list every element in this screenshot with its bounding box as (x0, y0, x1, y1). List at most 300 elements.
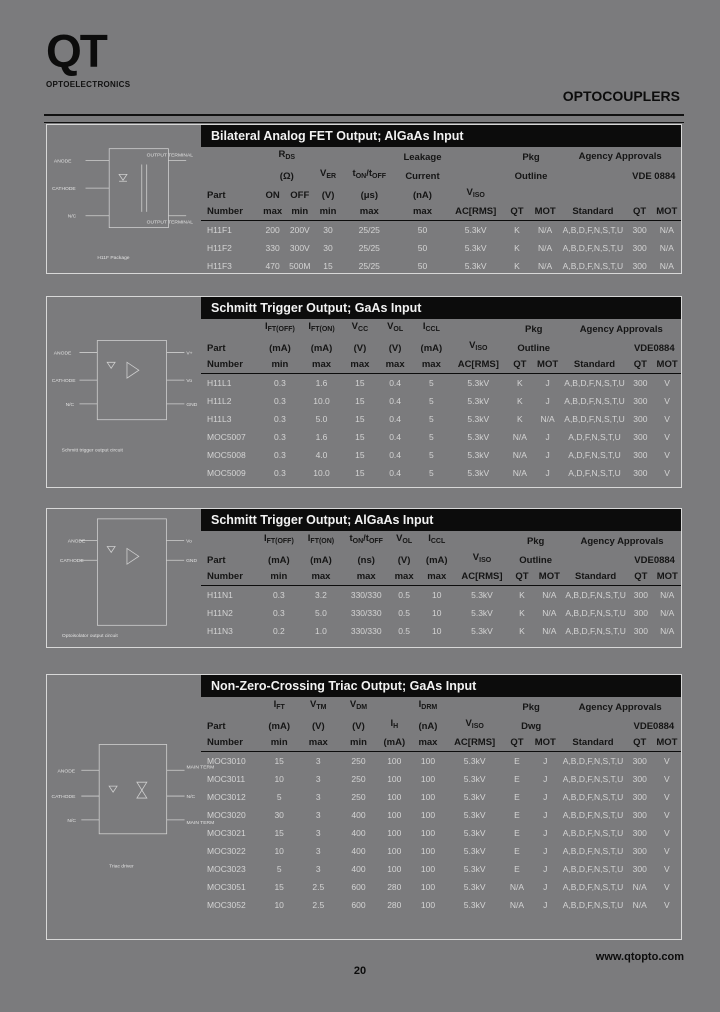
table-cell: N/A (660, 608, 675, 618)
table-cell: 300 (632, 810, 647, 820)
table-cell: 10 (431, 626, 442, 636)
table-cell: 0.3 (274, 468, 286, 478)
header-rule (44, 114, 684, 123)
part-number-cell: MOC3011 (207, 774, 246, 784)
table-row (201, 446, 681, 464)
table-cell: A,B,D,F,N,S,T,U (562, 882, 624, 892)
table-cell: 0.3 (272, 608, 285, 618)
table-cell: K (517, 414, 523, 424)
part-number-cell: H11F1 (201, 221, 260, 240)
table-cell: N/A (653, 221, 681, 240)
table-cell: 0.5 (390, 586, 417, 605)
table-cell: 3 (315, 810, 321, 820)
table-cell: 3 (299, 752, 338, 771)
svg-text:N/C: N/C (65, 402, 75, 408)
section-schmitt-gaas (46, 296, 682, 488)
table-cell: 5.3kV (463, 882, 486, 892)
table-cell: A,B,D,F,N,S,T,U (564, 414, 625, 424)
part-number-cell: H11N1 (201, 586, 258, 605)
table-cell: 4.0 (315, 450, 328, 460)
table-cell: J (543, 774, 548, 784)
table-cell: 5 (276, 864, 282, 874)
table-cell: A,B,D,F,N,S,T,U (559, 752, 626, 771)
table-cell: 0.3 (259, 374, 302, 393)
table-cell: 5 (429, 414, 434, 424)
table-cell: N/A (512, 450, 527, 460)
table-row (201, 464, 681, 482)
table-cell: V (664, 450, 670, 460)
table-cell: 470 (265, 261, 280, 271)
table-cell: 100 (387, 792, 402, 802)
table-row (201, 239, 681, 257)
spec-table: $R_{DS}$ Leakage Pkg Agency Approvals (Ω) $V_{ER}$ $t_{ON}/t_{OFF}$ Current Outline VDE 0884 Part ON OFF (V) (μs) (nA) $V_{ISO}$ Number max min min max max AC[RMS] QT MOT Standard QT MOT H11F1 200 200V 30 25/25 50 5.3kV K N/A A,B,D,F,N,S,T,U 300 N/A H11F2 330 300V 30 25/25 50 5.3kV K N/A A,B,D,F,N,S,T,U 300 N/A H11F3 470 500M 15 25/25 50 5.3kV K N/A A,B,D,F,N,S,T,U 300 N/A (201, 147, 681, 275)
table-cell: 100 (387, 810, 402, 820)
table-cell: A,B,D,F,N,S,T,U (562, 261, 624, 271)
table-row (201, 622, 681, 640)
page-title: OPTOCOUPLERS (562, 88, 680, 104)
svg-text:Triac driver: Triac driver (109, 864, 134, 870)
table-cell: 0.3 (274, 414, 286, 424)
table-cell: 5.3kV (467, 414, 490, 424)
table-cell: A,D,F,N,S,T,U (568, 468, 621, 478)
table-cell: 3.2 (300, 586, 342, 605)
optoisolator-circuit-icon (47, 509, 201, 647)
part-number-cell: MOC3010 (201, 752, 260, 771)
table-row (201, 806, 681, 824)
table-cell: V (664, 414, 670, 424)
table-cell: 50 (417, 261, 428, 271)
table-cell: 300V (289, 243, 310, 253)
table-cell: 0.3 (274, 396, 286, 406)
table-cell: N/A (540, 414, 555, 424)
table-cell: 30 (274, 810, 284, 820)
table-cell: V (664, 828, 670, 838)
part-number-cell: MOC5009 (207, 468, 246, 478)
table-cell: E (514, 864, 520, 874)
table-cell: 2.5 (312, 900, 325, 910)
part-number-cell: H11N2 (207, 608, 233, 618)
table-cell: 15 (342, 374, 378, 393)
svg-text:OUTPUT TERMINAL: OUTPUT TERMINAL (146, 153, 194, 159)
svg-text:ANODE: ANODE (67, 539, 86, 545)
table-cell: 1.6 (315, 432, 328, 442)
table-cell: 5.3kV (463, 828, 486, 838)
table-cell: 30 (323, 243, 333, 253)
section-schmitt-algaas (46, 508, 682, 648)
section-title: Bilateral Analog FET Output; AlGaAs Input (201, 125, 681, 147)
section-title: Non-Zero-Crossing Triac Output; GaAs Input (201, 675, 681, 697)
table-cell: A,B,D,F,N,S,T,U (559, 221, 626, 240)
table-cell: J (543, 900, 548, 910)
table-cell: 400 (351, 846, 366, 856)
svg-text:H11F Package: H11F Package (97, 256, 130, 262)
table-cell: 5 (429, 432, 434, 442)
table-cell: A,B,D,F,N,S,T,U (565, 608, 626, 618)
table-cell: 300 (632, 774, 647, 784)
table-cell: 5.3kV (463, 864, 486, 874)
svg-text:Vo: Vo (186, 539, 192, 545)
table-cell: 330/330 (350, 608, 382, 618)
table-cell: V (653, 374, 681, 393)
table-cell: 300 (633, 450, 648, 460)
table-cell: E (514, 846, 520, 856)
table-cell: 0.4 (378, 374, 412, 393)
table-cell: 5.0 (315, 608, 327, 618)
table-cell: V (664, 432, 670, 442)
table-cell: 5.3kV (449, 221, 503, 240)
page-number: 20 (353, 965, 367, 977)
table-row (201, 257, 681, 275)
part-number-cell: MOC5008 (207, 450, 246, 460)
table-cell: J (534, 374, 562, 393)
part-number-cell: MOC3051 (207, 882, 246, 892)
table-cell: 100 (420, 900, 436, 910)
table-cell: 15 (274, 882, 284, 892)
circuit-diagram (47, 297, 201, 487)
table-row (201, 878, 681, 896)
table-cell: V (664, 846, 670, 856)
table-cell: N/A (512, 432, 527, 442)
spec-table: $I_{FT}$ $V_{TM}$ $V_{DM}$ $I_{DRM}$ Pkg Agency Approvals Part (mA) (V) (V) $I_H$ (nA) $V_{ISO}$ Dwg VDE0884 Number min max min (mA) max AC[RMS] QT MOT Standard QT MOT MOC3010 15 3 250 100 100 5.3kV E J A,B,D,F,N,S,T,U 300 V MOC3011 10 3 250 100 100 5.3kV E J A,B,D,F,N,S,T,U 300 V MOC3012 5 3 250 100 100 5.3kV E J A,B,D,F,N,S,T,U 300 V MOC3020 30 3 400 100 100 5.3kV E J A,B,D,F,N,S,T,U 300 V MOC3021 15 3 400 100 100 5.3kV E J A,B,D,F,N,S,T,U 300 V MOC3022 10 3 400 100 100 5.3kV E J A,B,D,F,N,S,T,U 300 V MOC3023 5 3 400 100 100 5.3kV E J A,B,D,F,N,S,T,U 300 V MOC3051 15 2.5 600 280 100 5.3kV N/A J A,B,D,F,N,S,T,U N/A V MOC3052 10 2.5 600 280 100 5.3kV N/A J A,B,D,F,N,S,T,U N/A V (201, 697, 681, 914)
table-cell: V (664, 900, 670, 910)
table-cell: J (543, 846, 548, 856)
table-cell: A,B,D,F,N,S,T,U (562, 792, 624, 802)
table-cell: 300 (632, 792, 647, 802)
section-title: Schmitt Trigger Output; AlGaAs Input (201, 509, 681, 531)
table-cell: 25/25 (342, 221, 396, 240)
svg-text:Optoisolator output circuit: Optoisolator output circuit (61, 634, 118, 640)
table-cell: 300 (627, 752, 653, 771)
table-cell: K (517, 396, 523, 406)
table-cell: 5.3kV (463, 792, 486, 802)
table-cell: 300 (632, 243, 647, 253)
svg-text:V+: V+ (186, 351, 193, 357)
table-cell: 400 (351, 864, 366, 874)
table-cell: 330/330 (342, 586, 390, 605)
table-cell: 3 (315, 864, 321, 874)
table-cell: 400 (351, 828, 366, 838)
table-cell: J (545, 468, 550, 478)
table-row (201, 604, 681, 622)
table-cell: 5.3kV (467, 468, 490, 478)
table-cell: 250 (351, 792, 366, 802)
circuit-diagram (47, 509, 201, 647)
table-cell: 15 (355, 450, 365, 460)
part-number-cell: MOC3052 (207, 900, 246, 910)
table-row (201, 410, 681, 428)
table-cell: 0.4 (389, 468, 402, 478)
table-cell: 0.4 (389, 414, 402, 424)
circuit-diagram (47, 675, 215, 939)
part-number-cell: H11L2 (207, 396, 232, 406)
part-number-cell: MOC5007 (207, 432, 246, 442)
table-cell: E (503, 752, 531, 771)
table-cell: K (519, 608, 525, 618)
table-cell: N/A (659, 243, 674, 253)
table-cell: N/A (542, 626, 557, 636)
schmitt-circuit-icon (47, 297, 201, 487)
table-cell: 300 (627, 221, 653, 240)
part-number-cell: MOC3012 (207, 792, 246, 802)
table-cell: N/A (509, 900, 525, 910)
website-link[interactable]: www.qtopto.com (595, 951, 684, 963)
svg-text:MAIN TERM: MAIN TERM (186, 820, 215, 826)
table-cell: V (653, 752, 681, 771)
table-cell: A,B,D,F,N,S,T,U (562, 243, 624, 253)
table-cell: 100 (387, 774, 402, 784)
table-cell: 250 (351, 774, 366, 784)
table-cell: 100 (410, 752, 447, 771)
table-cell: 0.4 (389, 450, 402, 460)
table-cell: A,B,D,F,N,S,T,U (562, 810, 624, 820)
triac-circuit-icon (47, 675, 215, 939)
table-cell: 5.3kV (463, 846, 486, 856)
table-cell: 5.3kV (463, 900, 486, 910)
table-cell: N/A (536, 586, 563, 605)
table-cell: V (664, 882, 670, 892)
table-cell: V (664, 468, 670, 478)
svg-text:MAIN TERM: MAIN TERM (186, 765, 215, 771)
fet-circuit-icon (47, 125, 201, 273)
svg-text:GND: GND (186, 559, 198, 565)
table-cell: V (664, 864, 670, 874)
table-cell: N/A (654, 586, 681, 605)
table-cell: 5.3kV (463, 810, 486, 820)
table-cell: 15 (355, 396, 365, 406)
table-cell: 280 (387, 882, 402, 892)
table-cell: 280 (387, 900, 402, 910)
table-cell: 400 (351, 810, 366, 820)
table-cell: 3 (315, 774, 321, 784)
table-cell: 0.5 (398, 608, 411, 618)
table-cell: N/A (542, 608, 557, 618)
table-cell: J (545, 450, 550, 460)
part-number-cell: MOC3023 (207, 864, 246, 874)
table-cell: 250 (338, 752, 379, 771)
table-cell: 100 (379, 752, 409, 771)
table-cell: 100 (387, 846, 402, 856)
table-cell: 15 (355, 432, 365, 442)
table-cell: A,D,F,N,S,T,U (568, 450, 621, 460)
table-cell: N/A (538, 243, 553, 253)
table-cell: 200V (286, 221, 314, 240)
table-cell: 600 (351, 882, 366, 892)
table-row (201, 374, 681, 393)
section-triac (46, 674, 682, 940)
table-cell: 30 (314, 221, 342, 240)
table-cell: 100 (387, 864, 402, 874)
table-cell: 2.5 (312, 882, 325, 892)
svg-text:N/C: N/C (67, 214, 77, 220)
table-cell: J (543, 792, 548, 802)
table-cell: A,B,D,F,N,S,T,U (562, 774, 624, 784)
table-cell: 5.3kV (463, 774, 486, 784)
table-row (201, 842, 681, 860)
table-cell: 300 (632, 261, 647, 271)
table-cell: K (503, 221, 531, 240)
section-bilateral-fet (46, 124, 682, 274)
table-cell: 3 (315, 792, 321, 802)
part-number-cell: H11L1 (201, 374, 259, 393)
table-cell: 5.3kV (467, 450, 490, 460)
table-cell: A,B,D,F,N,S,T,U (562, 864, 624, 874)
table-cell: 10 (274, 774, 284, 784)
table-cell: E (514, 792, 520, 802)
table-cell: K (519, 626, 525, 636)
table-cell: A,B,D,F,N,S,T,U (562, 828, 624, 838)
table-cell: 15 (355, 414, 365, 424)
table-cell: 10 (418, 586, 456, 605)
table-cell: 1.6 (301, 374, 342, 393)
svg-text:Schmitt trigger output circuit: Schmitt trigger output circuit (61, 448, 123, 454)
table-cell: K (508, 586, 535, 605)
table-cell: A,B,D,F,N,S,T,U (563, 586, 628, 605)
table-cell: 5.3kV (471, 626, 493, 636)
table-cell: 15 (274, 828, 284, 838)
table-cell: 10 (274, 846, 284, 856)
table-cell: 5.3kV (467, 396, 490, 406)
table-cell: K (506, 374, 534, 393)
table-row (201, 824, 681, 842)
table-cell: V (664, 396, 670, 406)
table-cell: 300 (633, 608, 648, 618)
table-row (201, 896, 681, 914)
table-cell: 15 (323, 261, 333, 271)
table-cell: V (664, 792, 670, 802)
table-cell: 300 (628, 586, 653, 605)
spec-table: $I_{FT(OFF)}$ $I_{FT(ON)}$ $t_{ON}/t_{OFF}$ $V_{OL}$ $I_{CCL}$ Pkg Agency Approvals Part (mA) (mA) (ns) (V) (mA) $V_{ISO}$ Outline VDE0884 Number min max max max max AC[RMS] QT MOT Standard QT MOT H11N1 0.3 3.2 330/330 0.5 10 5.3kV K N/A A,B,D,F,N,S,T,U 300 N/A H11N2 0.3 5.0 330/330 0.5 10 5.3kV K N/A A,B,D,F,N,S,T,U 300 N/A H11N3 0.2 1.0 330/330 0.5 10 5.3kV K N/A A,B,D,F,N,S,T,U 300 N/A (201, 531, 681, 640)
part-number-cell: H11F2 (207, 243, 232, 253)
svg-text:OUTPUT TERMINAL: OUTPUT TERMINAL (146, 220, 194, 226)
table-cell: 5 (429, 396, 434, 406)
table-cell: A,B,D,F,N,S,T,U (561, 374, 627, 393)
table-cell: A,B,D,F,N,S,T,U (562, 846, 624, 856)
svg-text:GND: GND (186, 402, 198, 408)
part-number-cell: MOC3021 (207, 828, 246, 838)
table-cell: 10 (274, 900, 284, 910)
svg-text:Vo: Vo (186, 379, 193, 385)
table-cell: 3 (315, 846, 321, 856)
section-title: Schmitt Trigger Output; GaAs Input (201, 297, 681, 319)
table-cell: 5.3kV (467, 432, 490, 442)
table-cell: 5.3kV (446, 752, 502, 771)
table-cell: 5 (412, 374, 450, 393)
table-cell: 0.3 (274, 432, 286, 442)
table-cell: 100 (420, 864, 436, 874)
table-cell: 5.3kV (471, 608, 493, 618)
table-cell: 0.3 (258, 586, 300, 605)
table-cell: E (514, 774, 520, 784)
table-cell: J (543, 810, 548, 820)
table-cell: A,B,D,F,N,S,T,U (562, 900, 624, 910)
table-row (201, 752, 681, 771)
table-cell: N/A (660, 626, 675, 636)
table-cell: N/A (632, 900, 647, 910)
table-cell: E (514, 828, 520, 838)
table-cell: N/A (509, 882, 525, 892)
table-cell: 500M (289, 261, 311, 271)
table-cell: 300 (633, 414, 648, 424)
table-cell: 15 (355, 468, 365, 478)
table-cell: 10.0 (313, 468, 330, 478)
table-cell: K (514, 261, 520, 271)
table-cell: J (545, 396, 550, 406)
svg-text:ANODE: ANODE (53, 159, 72, 165)
table-cell: 0.2 (272, 626, 285, 636)
part-number-cell: MOC3022 (207, 846, 246, 856)
logo-subtitle: OPTOELECTRONICS (46, 80, 131, 89)
table-cell: 300 (632, 828, 647, 838)
spec-table: $I_{FT(OFF)}$ $I_{FT(ON)}$ $V_{CC}$ $V_{OL}$ $I_{CCL}$ Pkg Agency Approvals Part (mA) (mA) (V) (V) (mA) $V_{ISO}$ Outline VDE0884 Number min max max max max AC[RMS] QT MOT Standard QT MOT H11L1 0.3 1.6 15 0.4 5 5.3kV K J A,B,D,F,N,S,T,U 300 V H11L2 0.3 10.0 15 0.4 5 5.3kV K J A,B,D,F,N,S,T,U 300 V H11L3 0.3 5.0 15 0.4 5 5.3kV K N/A A,B,D,F,N,S,T,U 300 V MOC5007 0.3 1.6 15 0.4 5 5.3kV N/A J A,D,F,N,S,T,U 300 V MOC5008 0.3 4.0 15 0.4 5 5.3kV N/A J A,D,F,N,S,T,U 300 V MOC5009 0.3 10.0 15 0.4 5 5.3kV N/A J A,D,F,N,S,T,U 300 V (201, 319, 681, 482)
table-cell: 50 (396, 221, 448, 240)
table-cell: J (543, 864, 548, 874)
table-cell: V (664, 774, 670, 784)
table-cell: 300 (633, 396, 648, 406)
table-cell: 300 (628, 374, 654, 393)
part-number-cell: H11L3 (207, 414, 232, 424)
table-cell: 5.3kV (464, 261, 487, 271)
table-cell: V (664, 810, 670, 820)
table-cell: N/A (538, 261, 553, 271)
table-cell: 0.5 (398, 626, 411, 636)
table-cell: A,B,D,F,N,S,T,U (565, 626, 626, 636)
table-cell: 100 (420, 810, 436, 820)
svg-text:CATHODE: CATHODE (51, 187, 76, 193)
table-cell: J (531, 752, 559, 771)
table-cell: 5 (276, 792, 282, 802)
table-cell: 100 (387, 828, 402, 838)
table-cell: 10.0 (313, 396, 330, 406)
table-cell: 100 (420, 792, 436, 802)
table-cell: 0.3 (274, 450, 286, 460)
table-cell: 300 (632, 846, 647, 856)
table-cell: 5 (429, 468, 434, 478)
table-cell: 300 (632, 864, 647, 874)
svg-text:CATHODE: CATHODE (51, 379, 76, 385)
table-cell: 300 (633, 626, 648, 636)
table-cell: 0.4 (389, 396, 402, 406)
table-cell: 5.3kV (451, 374, 506, 393)
logo-mark: QT (46, 25, 106, 77)
table-cell: E (514, 810, 520, 820)
table-cell: 100 (420, 882, 436, 892)
table-row (201, 392, 681, 410)
table-row (201, 428, 681, 446)
table-cell: 600 (351, 900, 366, 910)
circuit-diagram (47, 125, 201, 273)
table-cell: K (514, 243, 520, 253)
table-cell: J (543, 882, 548, 892)
table-cell: A,D,F,N,S,T,U (568, 432, 621, 442)
table-cell: 330 (265, 243, 280, 253)
table-cell: A,B,D,F,N,S,T,U (564, 396, 625, 406)
table-cell: 25/25 (358, 261, 380, 271)
table-cell: 15 (260, 752, 299, 771)
table-row (201, 788, 681, 806)
table-row (201, 770, 681, 788)
table-cell: 25/25 (358, 243, 380, 253)
company-logo (46, 25, 142, 94)
table-cell: J (545, 432, 550, 442)
svg-text:CATHODE: CATHODE (59, 559, 84, 565)
part-number-cell: H11F3 (207, 261, 232, 271)
table-cell: 50 (417, 243, 428, 253)
part-number-cell: MOC3020 (207, 810, 246, 820)
table-cell: N/A (659, 261, 674, 271)
table-cell: N/A (512, 468, 527, 478)
table-cell: 100 (420, 828, 436, 838)
table-row (201, 860, 681, 878)
